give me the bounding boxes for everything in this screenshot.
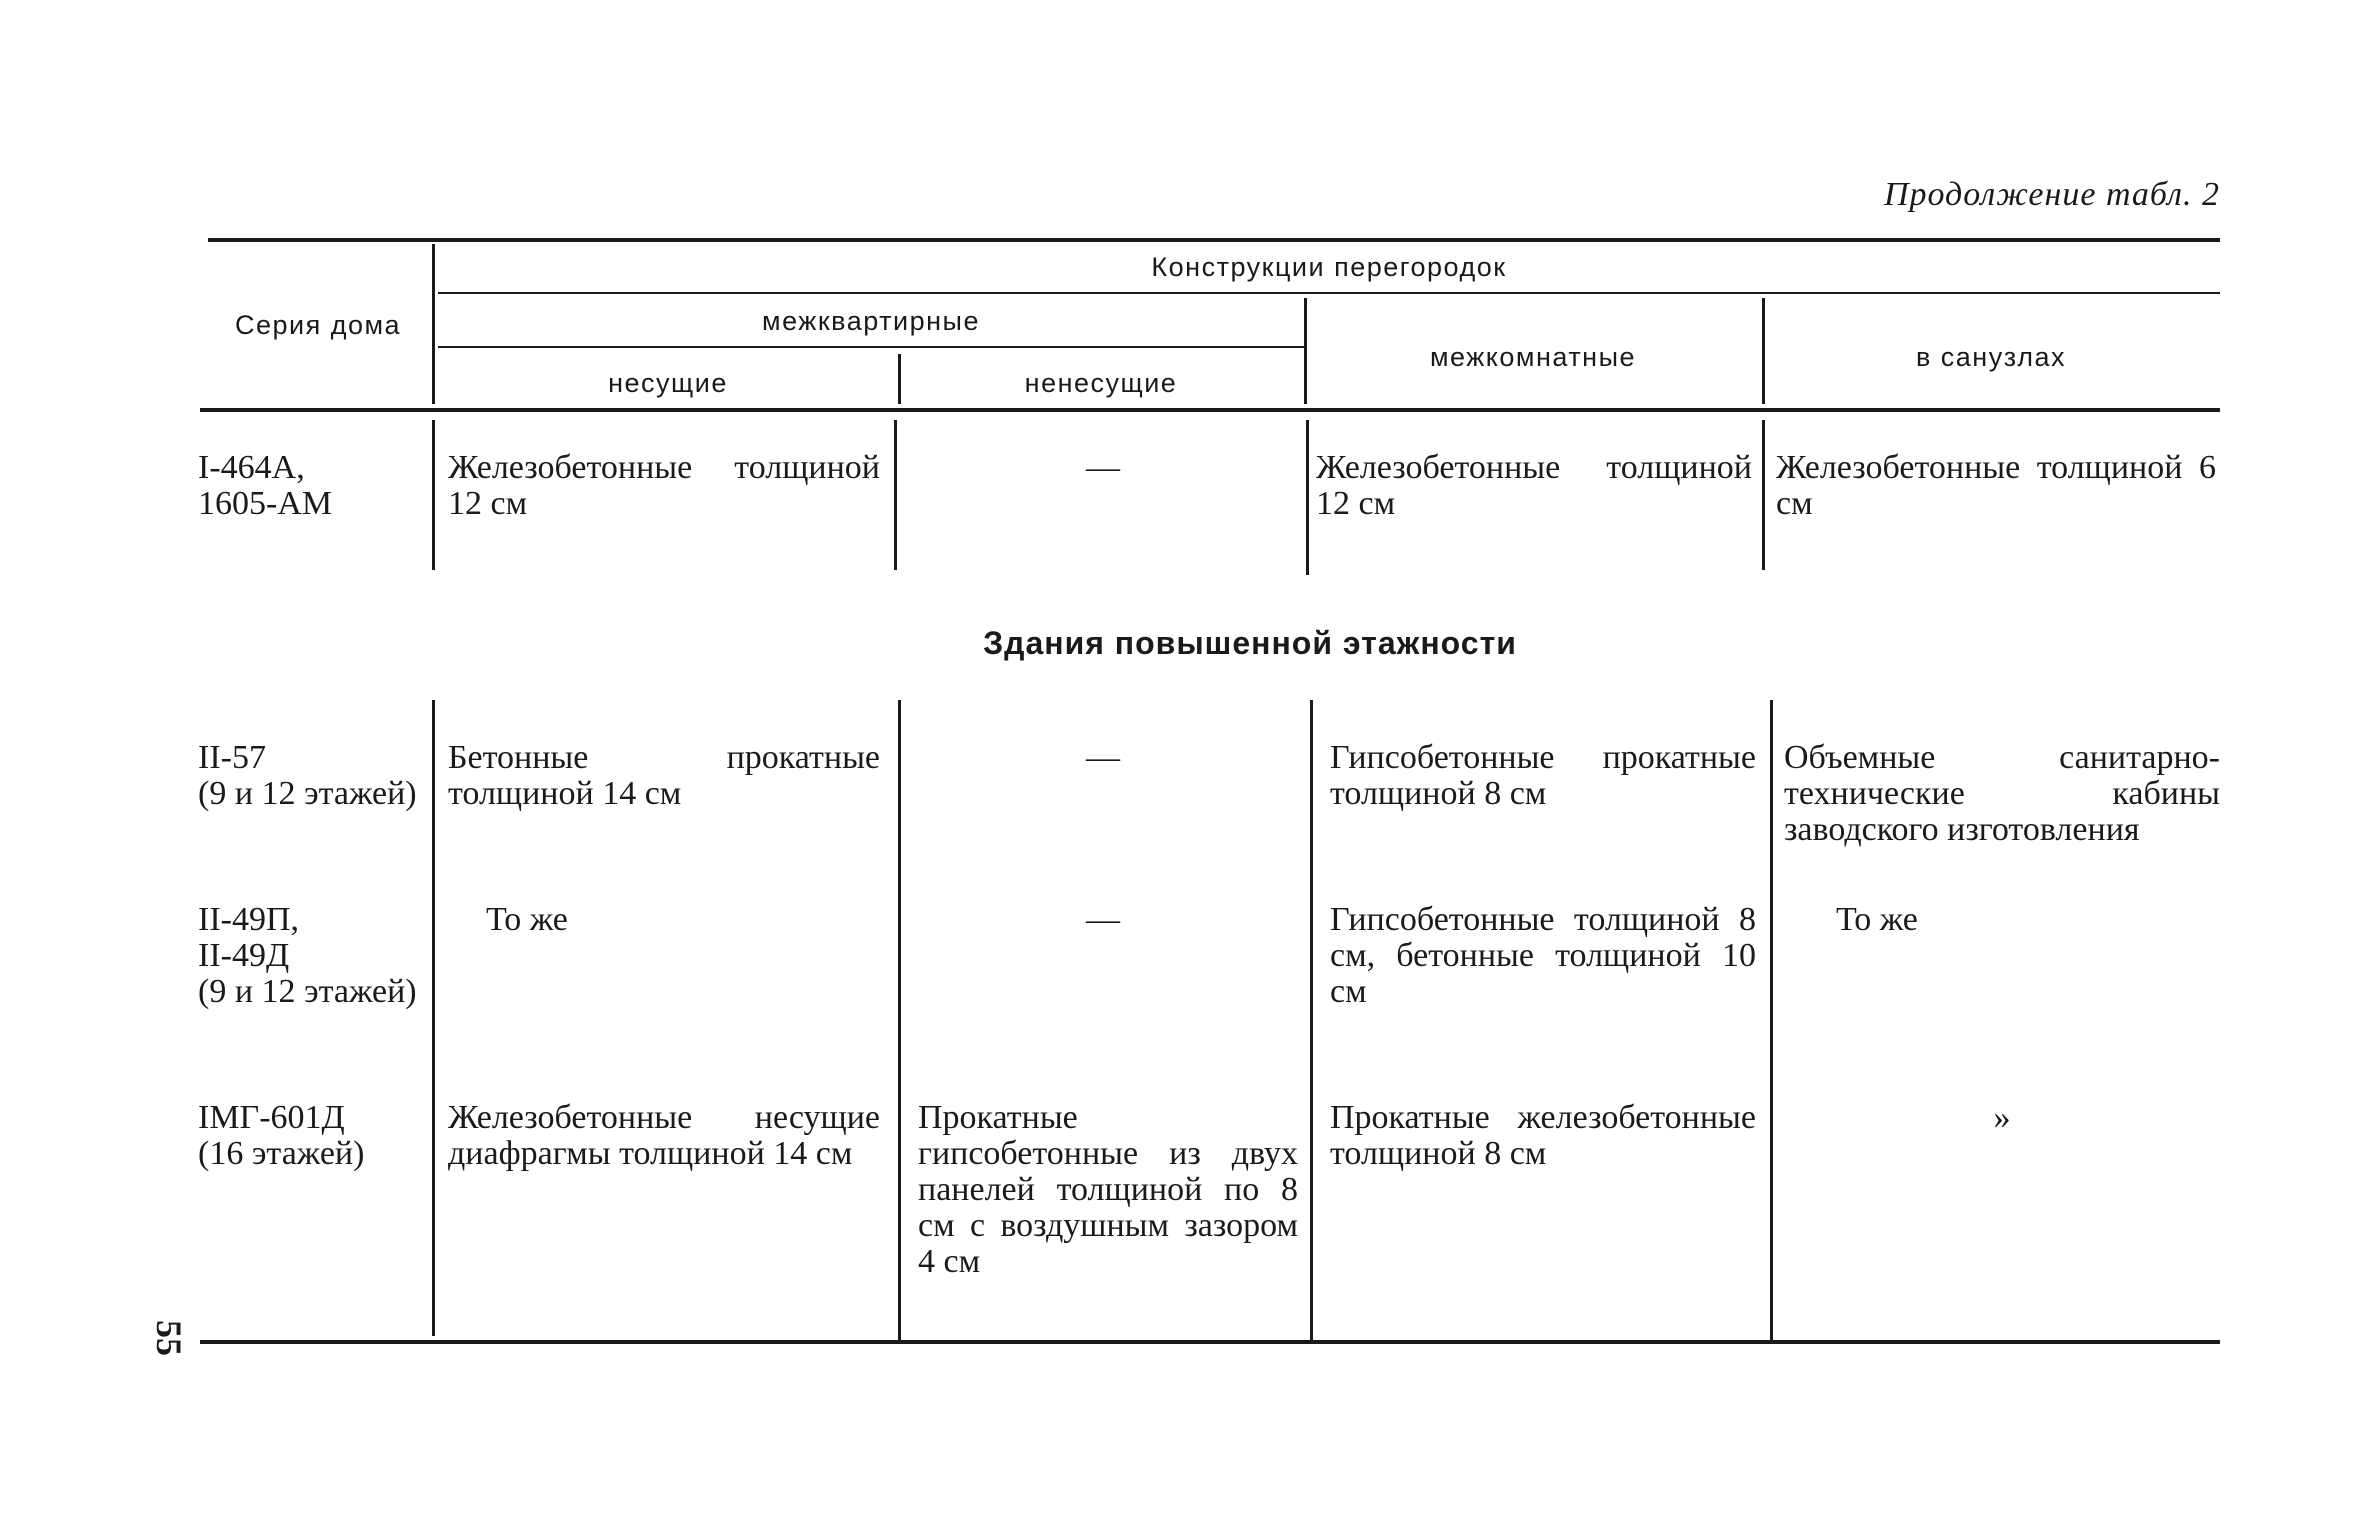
row3-interroom: Гипсобетонные толщиной 8 см, бетонные толщиной 10 см xyxy=(1330,901,1756,1010)
header-divider-series xyxy=(432,244,435,404)
row4-nonbearing: Прокатные гипсобетонные из двух панелей толщиной по 8 см с воздушным зазором 4 см xyxy=(918,1099,1298,1280)
section-title: Здания повышенной этажности xyxy=(983,625,1517,661)
body1-divider-series xyxy=(432,420,435,570)
page-number: 55 xyxy=(149,1320,189,1356)
header-bearing: несущие xyxy=(608,368,728,398)
row3-bathroom: То же xyxy=(1836,901,1918,938)
body2-divider-series xyxy=(432,700,435,1336)
row4-series: IМГ-601Д (16 этажей) xyxy=(198,1099,365,1172)
row3-bearing: То же xyxy=(486,901,568,938)
body2-divider-bearing xyxy=(898,700,901,1340)
row1-series: I-464А, 1605-АМ xyxy=(198,449,333,522)
table-bottom-rule xyxy=(200,1340,2220,1344)
row4-bathroom: » xyxy=(1993,1099,2011,1136)
row3-nonbearing: — xyxy=(1086,901,1120,938)
body1-divider-interroom xyxy=(1762,420,1765,570)
header-interroom: межкомнатные xyxy=(1429,342,1637,372)
body2-divider-interroom xyxy=(1770,700,1773,1340)
table-top-rule xyxy=(208,238,2220,242)
row2-nonbearing: — xyxy=(1086,739,1120,776)
header-rule-1 xyxy=(438,292,2220,294)
header-rule-2 xyxy=(438,346,1304,348)
body2-divider-nonbearing xyxy=(1310,700,1313,1340)
body1-divider-bearing xyxy=(894,420,897,570)
row2-interroom: Гипсобетонные прокатные толщиной 8 см xyxy=(1330,739,1756,812)
row1-interroom: Железобетонные толщиной 12 см xyxy=(1316,449,1752,522)
row2-bathroom: Объемные санитарно-технические кабины заводского изготовления xyxy=(1784,739,2220,848)
header-bathroom: в санузлах xyxy=(1915,342,2067,372)
row3-series: II-49П, II-49Д (9 и 12 этажей) xyxy=(198,901,417,1010)
body1-divider-nonbearing xyxy=(1306,420,1309,575)
header-interapartment: межквартирные xyxy=(762,306,980,336)
row4-interroom: Прокатные железобетонные толщиной 8 см xyxy=(1330,1099,1756,1172)
row1-bathroom: Железобетонные толщиной 6 см xyxy=(1776,449,2216,522)
row2-series: II-57 (9 и 12 этажей) xyxy=(198,739,417,812)
header-constructions: Конструкции перегородок xyxy=(1151,252,1507,282)
row1-nonbearing: — xyxy=(1086,449,1120,486)
header-bottom-rule xyxy=(200,408,2220,412)
table-caption: Продолжение табл. 2 xyxy=(1883,176,2220,213)
row2-bearing: Бетонные прокатные толщиной 14 см xyxy=(448,739,880,812)
header-series: Серия дома xyxy=(234,310,402,340)
header-nonbearing: ненесущие xyxy=(1024,368,1178,398)
row1-bearing: Железобетонные толщиной 12 см xyxy=(448,449,880,522)
row4-bearing: Железобетонные несущие диафрагмы толщиной 14 см xyxy=(448,1099,880,1172)
